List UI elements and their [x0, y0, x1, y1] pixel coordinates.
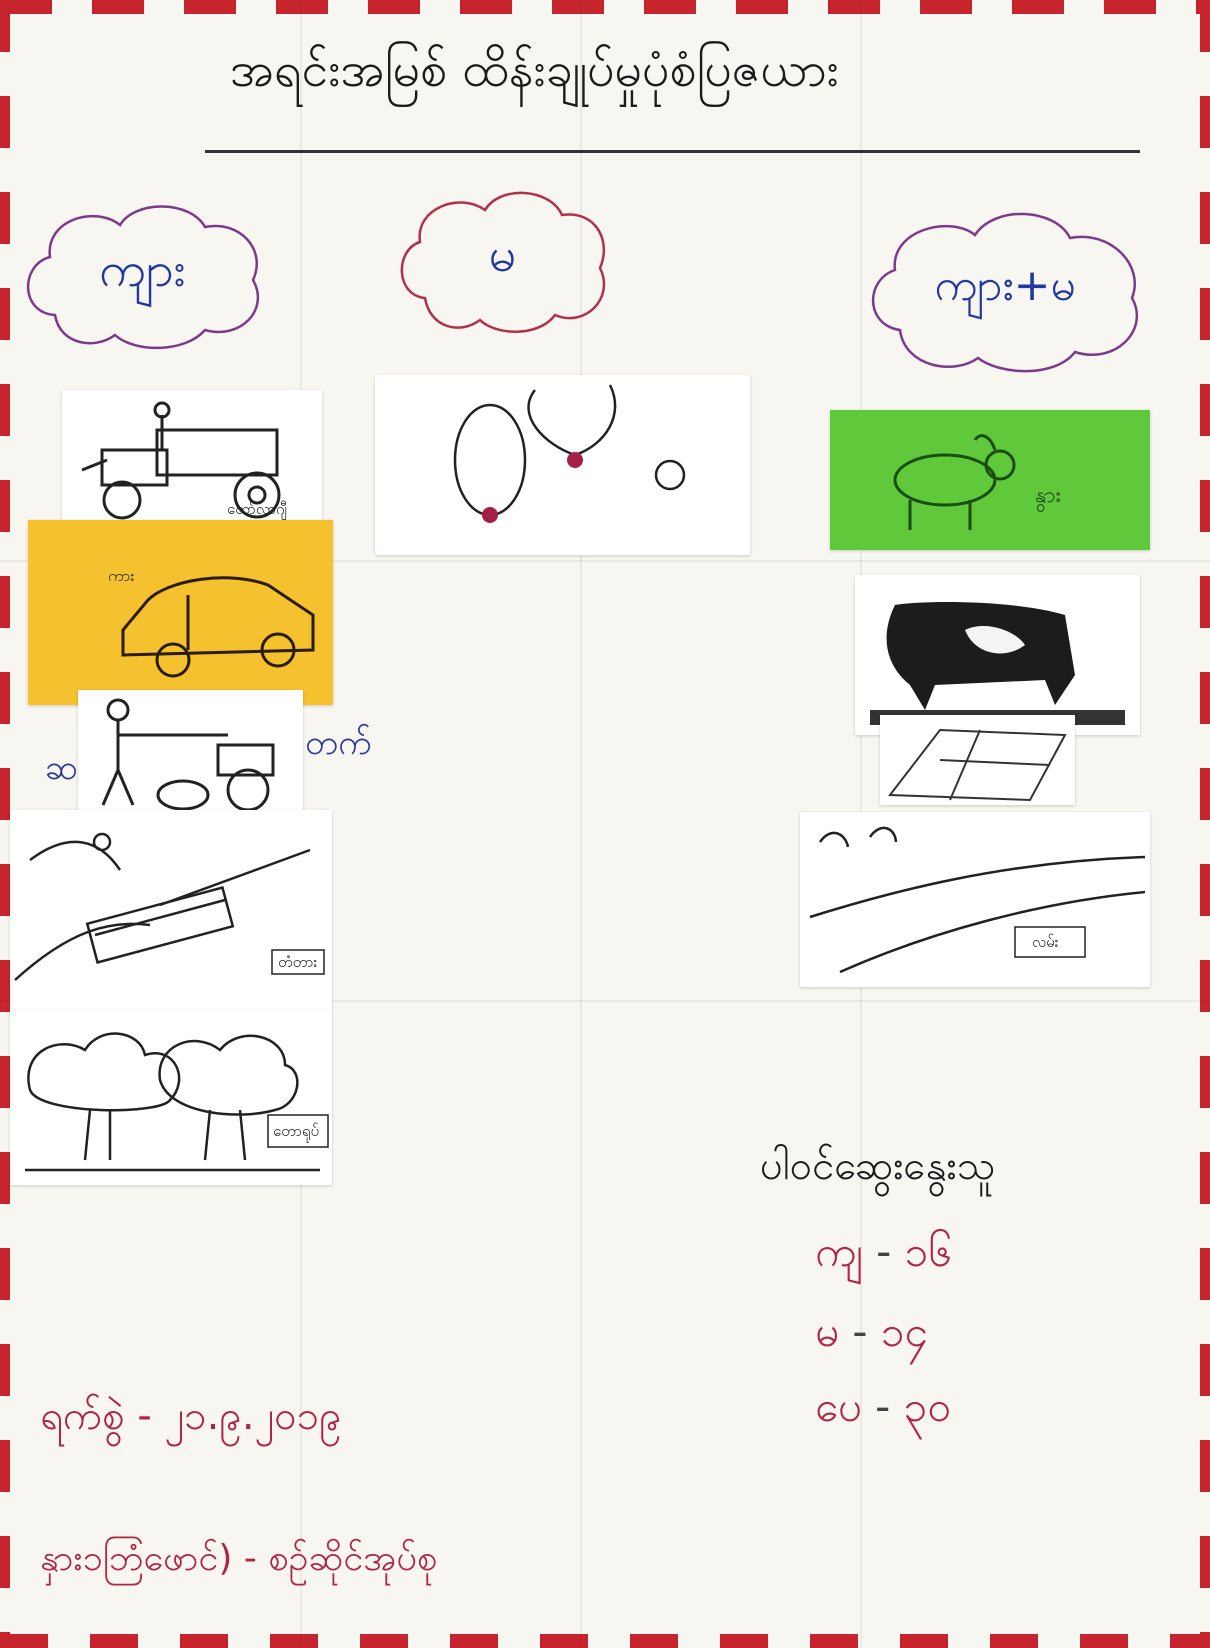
- card-road: [800, 812, 1150, 987]
- date-text: ရက်စွဲ - ၂၁.၉.၂၀၁၉: [40, 1393, 342, 1439]
- side-text-left: ဆ: [45, 748, 78, 788]
- card-label: နွား: [1035, 483, 1061, 508]
- side-text-right: တက်: [305, 723, 372, 763]
- participants-row-value: ၁၄: [880, 1307, 929, 1356]
- field-icon: [880, 715, 1075, 805]
- tiller-icon: [78, 690, 303, 820]
- participants-row-value: ၁၆: [904, 1227, 952, 1276]
- card-tiller: [78, 690, 303, 820]
- border-dashes-bottom: [0, 1634, 1210, 1648]
- car-icon: [28, 520, 333, 705]
- card-label: တံတား: [278, 953, 318, 971]
- category-label: ကျား+မ: [934, 260, 1076, 311]
- card-label: ထော်လာဂျီ: [227, 500, 287, 518]
- participants-row-value: ၃၀: [903, 1382, 951, 1431]
- card-cow: [855, 575, 1140, 735]
- title-underline: [205, 150, 1140, 153]
- card-tractor: [62, 390, 322, 530]
- card-jewelry: [375, 375, 750, 555]
- road-icon: [800, 812, 1150, 987]
- participants-title: ပါဝင်ဆွေးနွေးသူ: [760, 1143, 996, 1189]
- forest-icon: [10, 1010, 332, 1185]
- participants-row: ကျ - ၁၆: [815, 1227, 952, 1276]
- border-dashes-left: [0, 0, 10, 1648]
- card-label: လမ်း: [1032, 933, 1059, 951]
- border-dashes-right: [1200, 0, 1210, 1648]
- category-label: ကျား: [99, 242, 186, 298]
- card-bridge: [10, 810, 332, 1010]
- participants-row-label: မ: [815, 1307, 839, 1356]
- card-car: [28, 520, 333, 705]
- card-cattle-green: [830, 410, 1150, 550]
- border-dashes-top: [0, 0, 1210, 14]
- category-label: မ: [488, 227, 517, 283]
- card-paddy-field: [880, 715, 1075, 805]
- bridge-icon: [10, 810, 332, 1010]
- jewelry-icon: [375, 375, 750, 555]
- cloud-male-female: [860, 200, 1150, 380]
- cloud-male: [15, 195, 270, 355]
- card-label: ကား: [108, 566, 135, 585]
- participants-row: ပေ - ၃၀: [815, 1382, 951, 1431]
- poster-title: အရင်းအမြစ် ထိန်းချုပ်မှုပုံစံပြဇယား: [230, 42, 839, 98]
- participants-row-label: ကျ: [815, 1227, 863, 1276]
- cow-icon: [855, 575, 1140, 735]
- participants-row: မ - ၁၄: [815, 1307, 929, 1356]
- participants-row-label: ပေ: [815, 1382, 862, 1431]
- cloud-female: [390, 180, 615, 340]
- facilitator-text: နှား၁ဘြံဖောင်) - စဉ်ဆိုင်အုပ်စု: [40, 1538, 438, 1579]
- card-forest: [10, 1010, 332, 1185]
- bull-icon: [830, 410, 1150, 550]
- card-label: တောရုပ်: [273, 1122, 320, 1140]
